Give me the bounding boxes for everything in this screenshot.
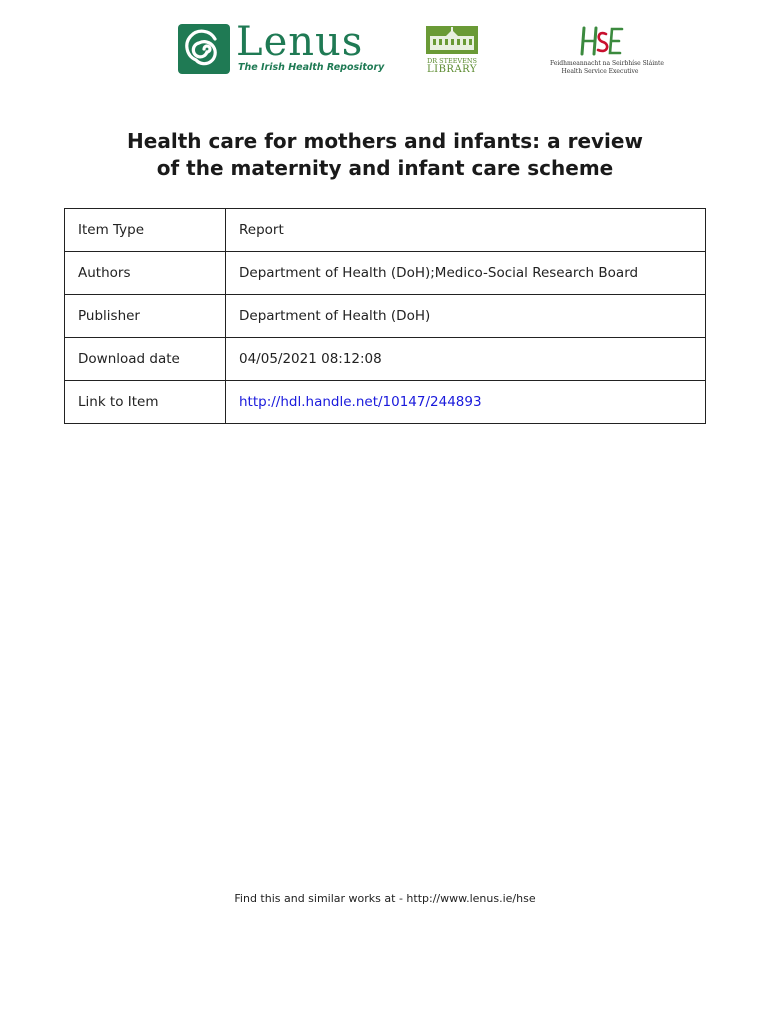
authors-value: Department of Health (DoH);Medico-Social Research Board [226,252,706,295]
publisher-label: Publisher [65,295,226,338]
link-label: Link to Item [65,381,226,424]
table-row-publisher [65,295,706,338]
steevens-library-word: LIBRARY [426,64,477,75]
table-row-authors [65,252,706,295]
link-cell [226,381,706,424]
item-link[interactable]: http://hdl.handle.net/10147/244893 [239,394,482,410]
item-type-label: Item Type [65,209,226,252]
title-line-1: Health care for mothers and infants: a review [127,129,643,153]
steevens-library-logo [424,24,480,80]
footer-text: Find this and similar works at - http://www.lenus.ie/hse [234,892,536,905]
table-row-link [65,381,706,424]
table-row-item-type [65,209,706,252]
lenus-wordmark: Lenus [236,19,364,65]
lenus-spiral-icon [178,24,230,74]
item-type-value: Report [226,209,706,252]
authors-label: Authors [65,252,226,295]
table-row-download-date [65,338,706,381]
download-date-label: Download date [65,338,226,381]
header-logos [0,20,770,84]
steevens-name: DR STEEVENS [426,57,478,65]
lenus-tagline: The Irish Health Repository [238,62,385,73]
metadata-table [64,208,706,424]
library-building-icon [424,24,480,56]
title-line-2: of the maternity and infant care scheme [156,156,614,180]
hse-mark-icon [550,22,650,58]
publisher-value: Department of Health (DoH) [226,295,706,338]
hse-english-name: Health Service Executive [561,68,639,75]
lenus-logo [178,19,385,80]
hse-irish-name: Feidhmeannacht na Seirbhíse Sláinte [550,60,664,67]
hse-logo [550,22,664,82]
document-title [85,128,685,182]
download-date-value: 04/05/2021 08:12:08 [226,338,706,381]
